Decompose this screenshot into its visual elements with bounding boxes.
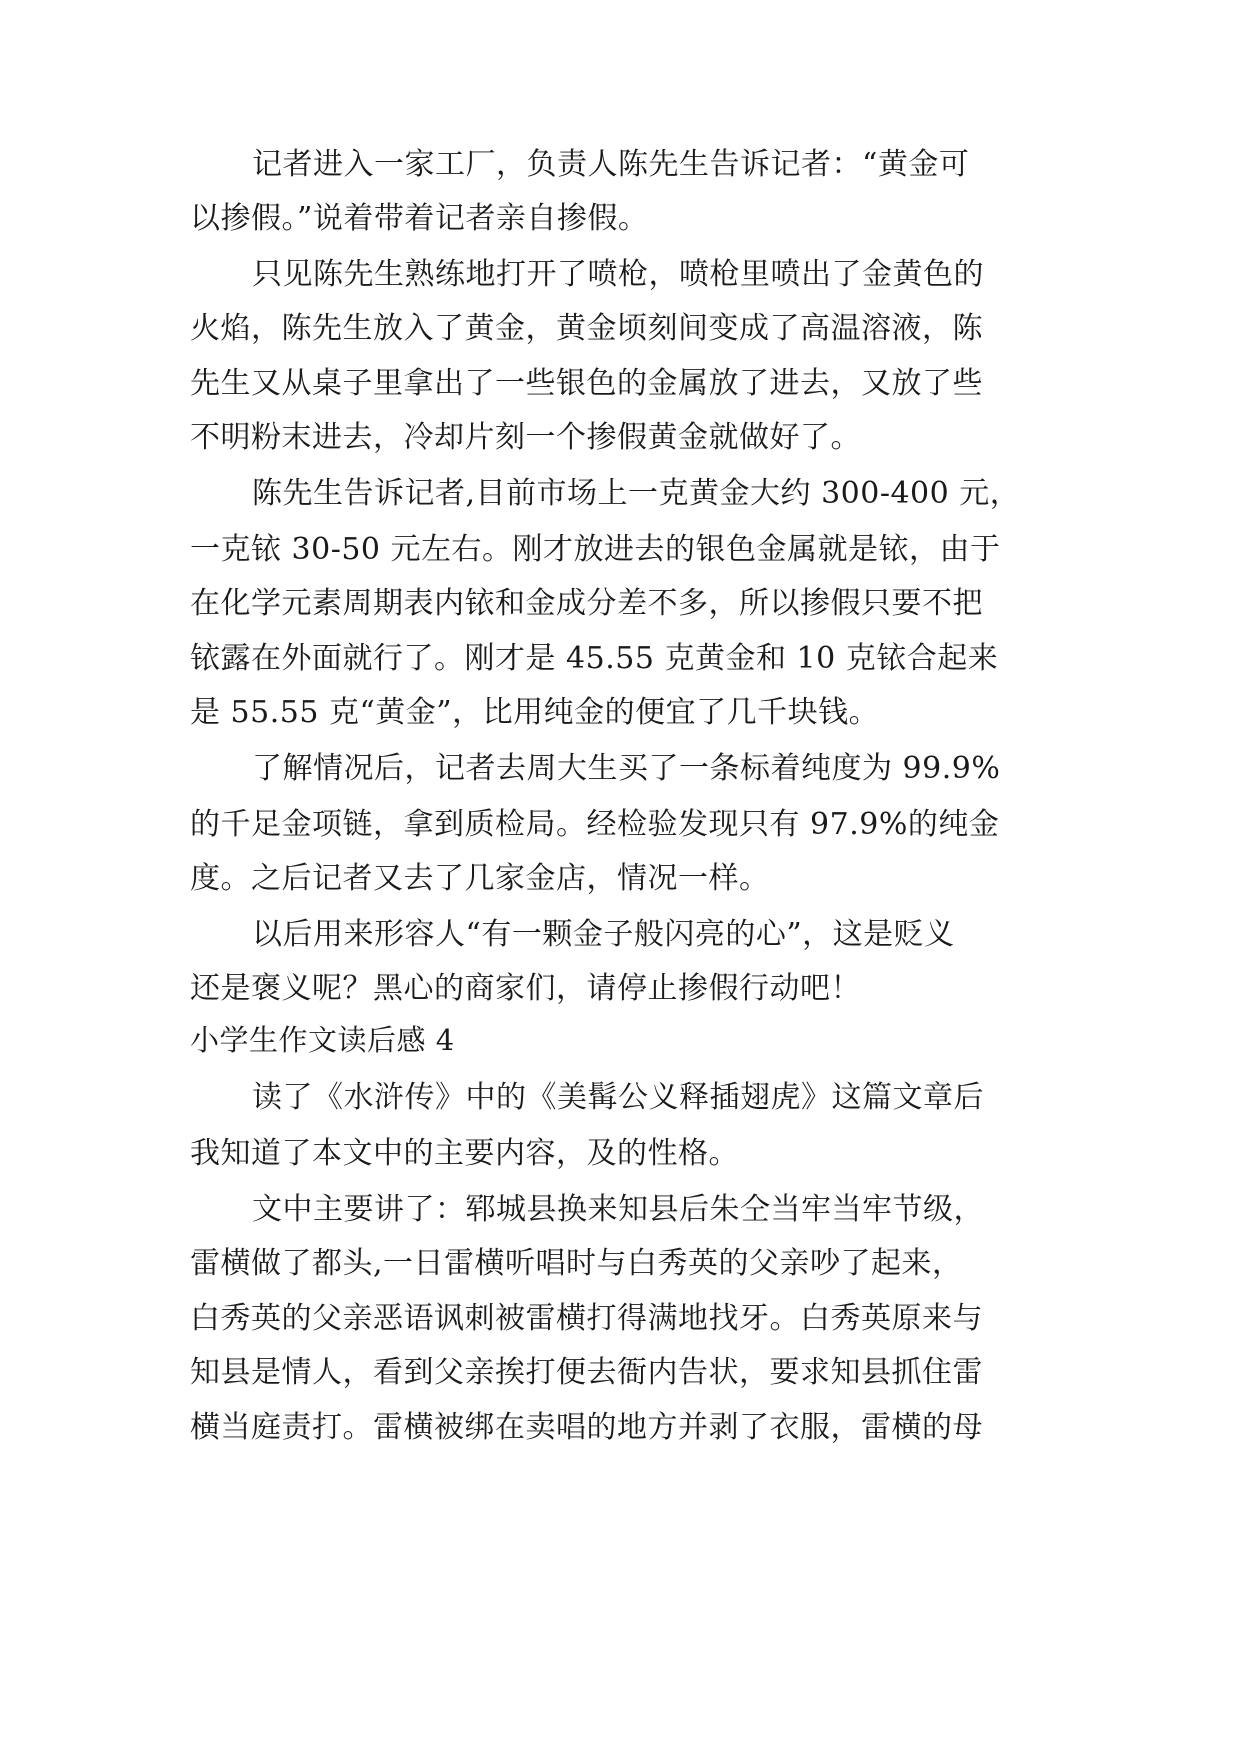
paragraph-3-line-2: 一克铱 30-50 元左右。刚才放进去的银色金属就是铱，由于 xyxy=(190,532,1001,567)
paragraph-3-line-5: 是 55.55 克“黄金”，比用纯金的便宜了几千块钱。 xyxy=(190,695,880,730)
section-paragraph-2-line-5: 横当庭责打。雷横被绑在卖唱的地方并剥了衣服，雷横的母 xyxy=(190,1410,983,1445)
paragraph-3-line-1: 陈先生告诉记者,目前市场上一克黄金大约 300-400 元， xyxy=(252,476,1021,511)
paragraph-2-line-1: 只见陈先生熟练地打开了喷枪，喷枪里喷出了金黄色的 xyxy=(252,257,984,292)
paragraph-4-line-3: 度。之后记者又去了几家金店，情况一样。 xyxy=(190,861,770,896)
paragraph-1-line-2: 以掺假。”说着带着记者亲自掺假。 xyxy=(190,201,649,236)
paragraph-3-line-4: 铱露在外面就行了。刚才是 45.55 克黄金和 10 克铱合起来 xyxy=(190,641,999,676)
paragraph-4-line-2: 的千足金项链，拿到质检局。经检验发现只有 97.9%的纯金 xyxy=(190,807,1000,842)
paragraph-2-line-4: 不明粉末进去，冷却片刻一个掺假黄金就做好了。 xyxy=(190,420,861,455)
section-paragraph-2-line-3: 白秀英的父亲恶语讽刺被雷横打得满地找牙。白秀英原来与 xyxy=(190,1301,983,1336)
section-paragraph-1-line-1: 读了《水浒传》中的《美髯公义释插翅虎》这篇文章后 xyxy=(252,1080,984,1115)
section-paragraph-2-line-1: 文中主要讲了：郓城县换来知县后朱仝当牢当牢节级， xyxy=(252,1192,984,1227)
paragraph-3-line-3: 在化学元素周期表内铱和金成分差不多，所以掺假只要不把 xyxy=(190,586,983,621)
paragraph-2-line-2: 火焰，陈先生放入了黄金，黄金顷刻间变成了高温溶液，陈 xyxy=(190,311,983,346)
paragraph-5-line-2: 还是褒义呢？黑心的商家们，请停止掺假行动吧！ xyxy=(190,971,861,1006)
section-paragraph-1-line-2: 我知道了本文中的主要内容，及的性格。 xyxy=(190,1136,739,1171)
section-paragraph-2-line-4: 知县是情人，看到父亲挨打便去衙内告状，要求知县抓住雷 xyxy=(190,1355,983,1390)
paragraph-2-line-3: 先生又从桌子里拿出了一些银色的金属放了进去，又放了些 xyxy=(190,366,983,401)
paragraph-1-line-1: 记者进入一家工厂，负责人陈先生告诉记者：“黄金可 xyxy=(252,147,970,182)
section-paragraph-2-line-2: 雷横做了都头,一日雷横听唱时与白秀英的父亲吵了起来， xyxy=(190,1246,963,1281)
paragraph-4-line-1: 了解情况后，记者去周大生买了一条标着纯度为 99.9% xyxy=(252,751,1001,786)
paragraph-5-line-1: 以后用来形容人“有一颗金子般闪亮的心”，这是贬义 xyxy=(252,917,955,952)
section-heading: 小学生作文读后感 4 xyxy=(190,1023,455,1057)
